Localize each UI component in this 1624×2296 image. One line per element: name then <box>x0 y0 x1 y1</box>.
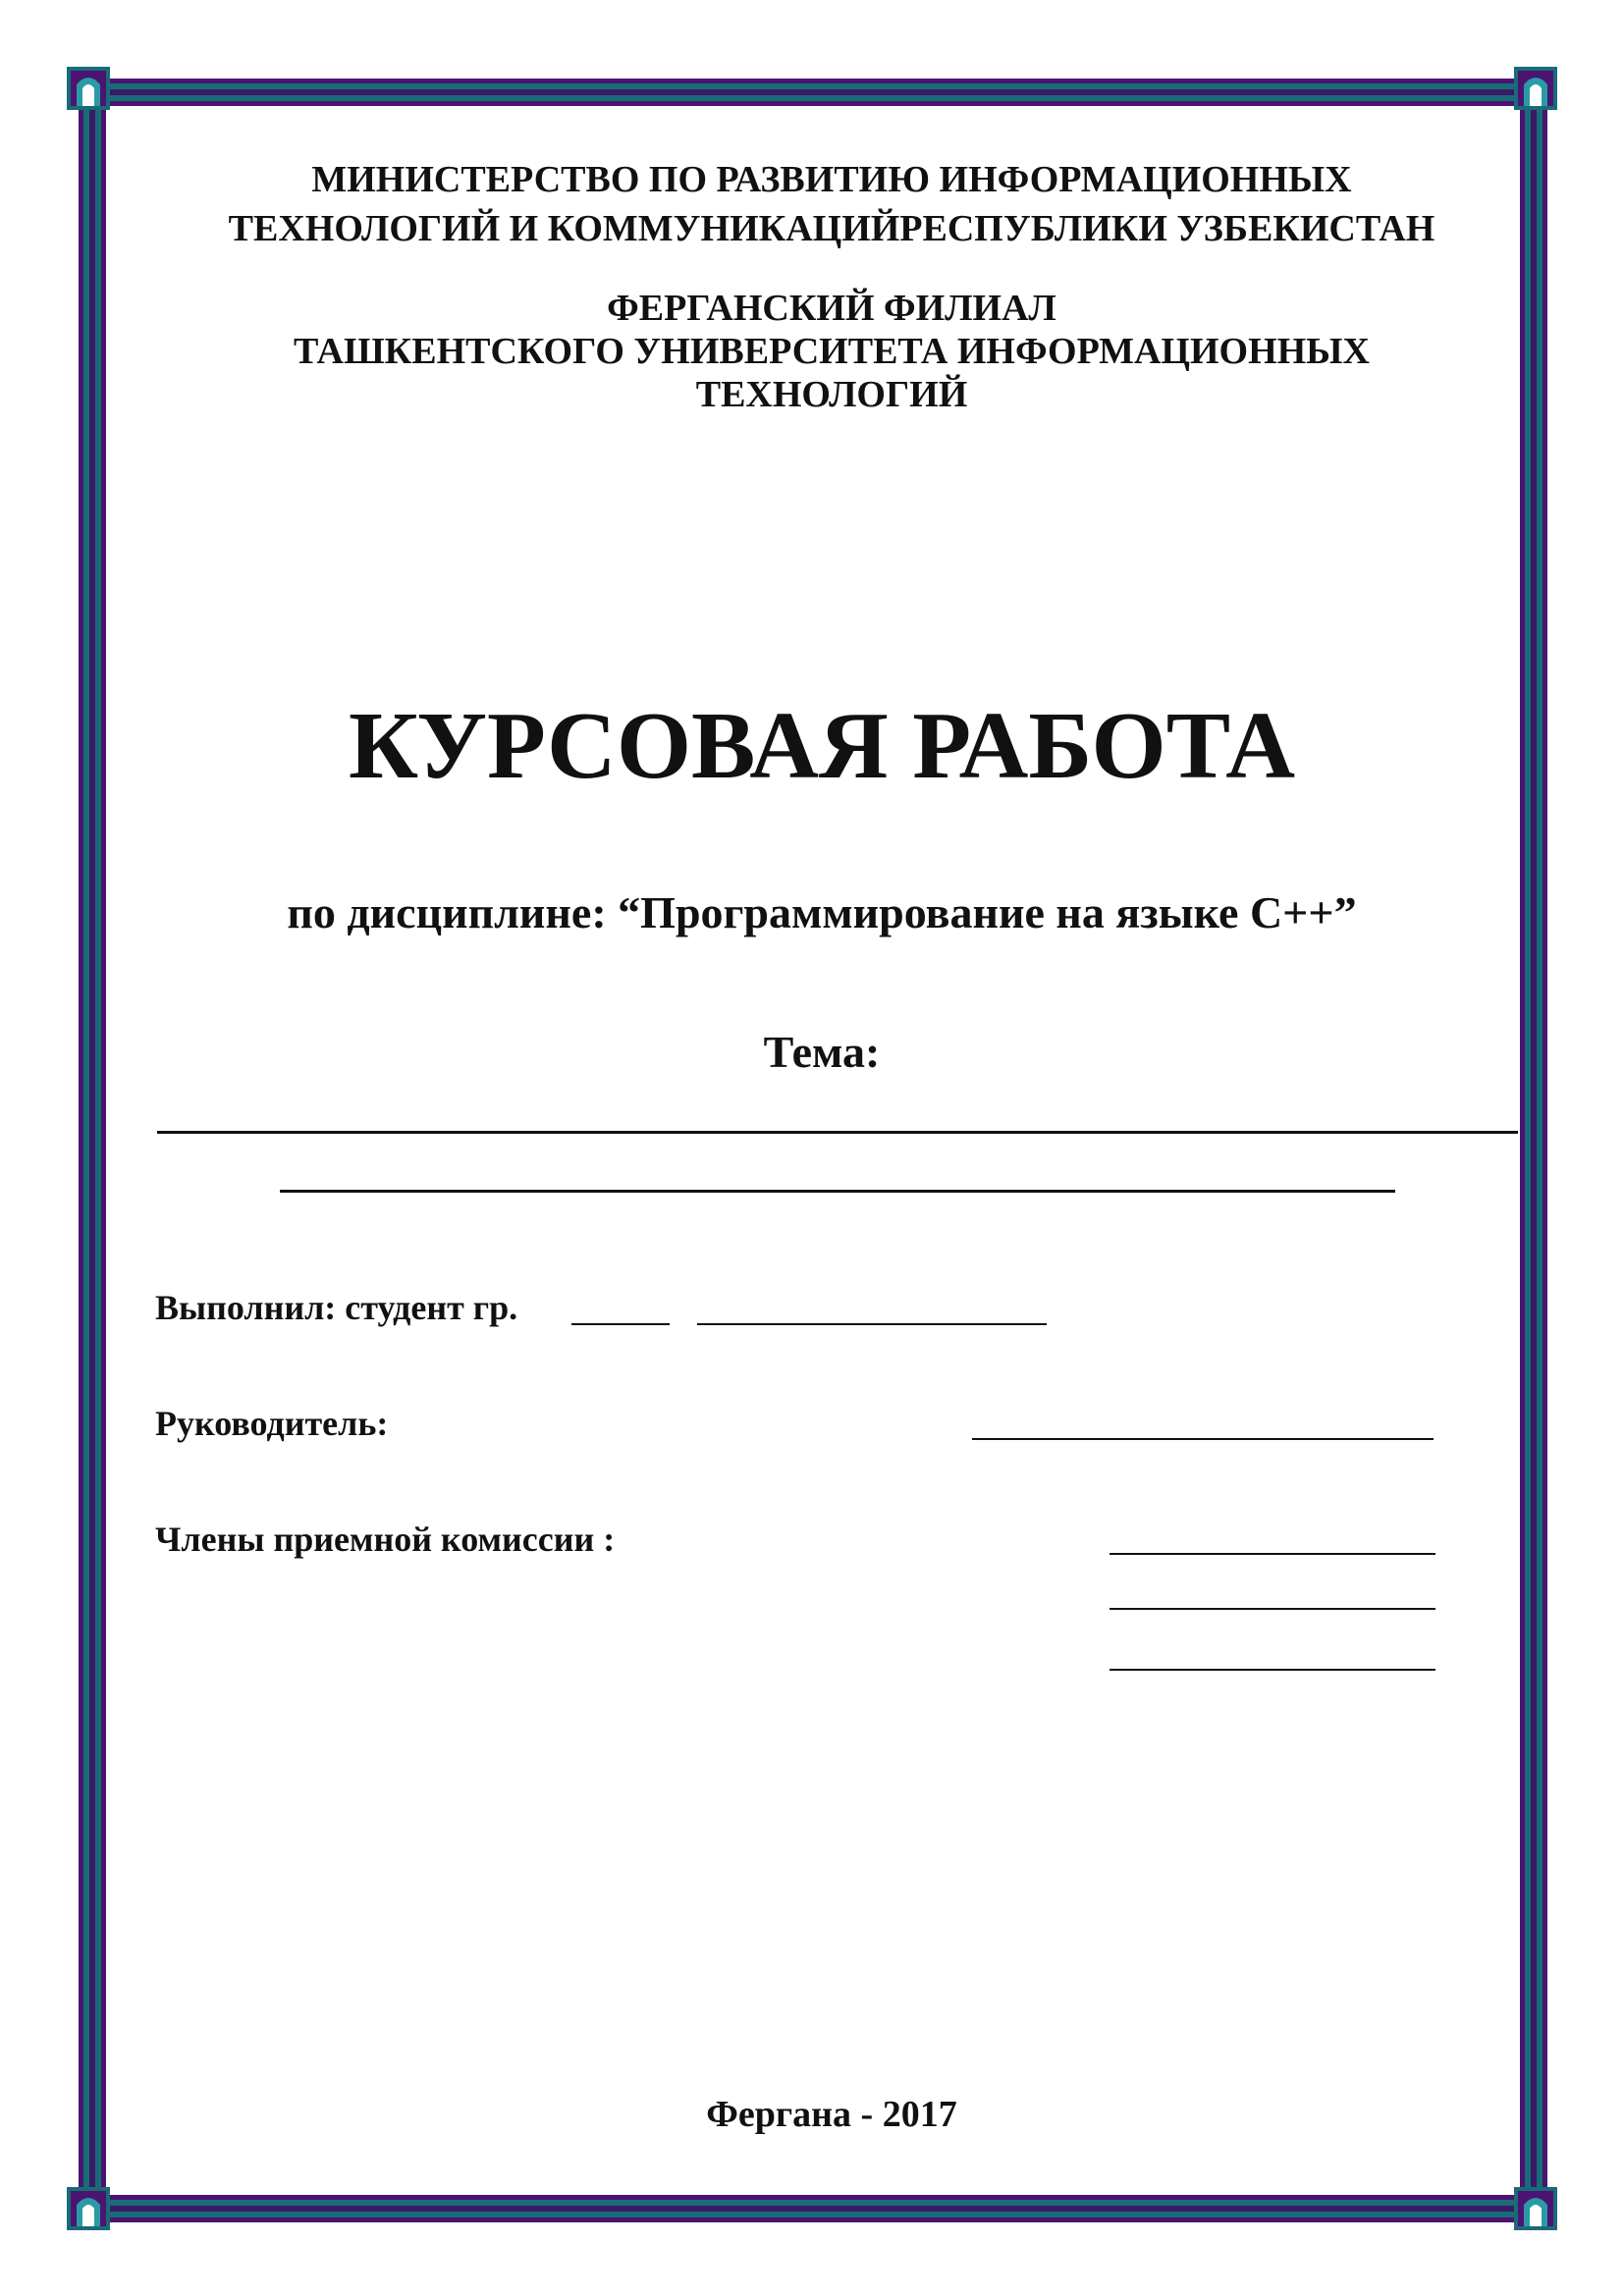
performed-by-label: Выполнил: студент гр. <box>155 1288 518 1327</box>
supervisor-label: Руководитель: <box>155 1404 389 1443</box>
branch-line-2: ТАШКЕНТСКОГО УНИВЕРСИТЕТА ИНФОРМАЦИОННЫХ <box>294 331 1370 372</box>
theme-label: Тема: <box>763 1027 881 1077</box>
ministry-line-1: МИНИСТЕРСТВО ПО РАЗВИТИЮ ИНФОРМАЦИОННЫХ <box>311 159 1352 200</box>
corner-ornament-icon <box>1514 67 1557 110</box>
commission-blank-line-1 <box>1110 1553 1435 1555</box>
discipline-line: по дисциплине: “Программирование на языке С++” <box>287 887 1357 937</box>
commission-blank-line-2 <box>1110 1608 1435 1610</box>
corner-ornament-icon <box>67 67 110 110</box>
supervisor-blank-line <box>972 1438 1434 1440</box>
corner-ornament-icon <box>1514 2187 1557 2230</box>
branch-line-1: ФЕРГАНСКИЙ ФИЛИАЛ <box>607 288 1056 329</box>
branch-heading <box>0 287 1624 416</box>
border-bottom <box>73 2193 1551 2224</box>
commission-label: Члены приемной комиссии : <box>155 1520 616 1559</box>
student-name-blank-line <box>697 1323 1047 1325</box>
border-top <box>73 77 1551 108</box>
branch-line-3: ТЕХНОЛОГИЙ <box>695 374 968 415</box>
city-year: Фергана - 2017 <box>706 2094 957 2135</box>
group-blank-line <box>571 1323 670 1325</box>
commission-blank-line-3 <box>1110 1669 1435 1671</box>
corner-ornament-icon <box>67 2187 110 2230</box>
theme-blank-line-2 <box>280 1190 1395 1193</box>
document-title: КУРСОВАЯ РАБОТА <box>348 693 1296 799</box>
theme-blank-line-1 <box>157 1131 1518 1134</box>
ministry-line-2: ТЕХНОЛОГИЙ И КОММУНИКАЦИЙРЕСПУБЛИКИ УЗБЕКИСТАН <box>228 208 1435 249</box>
ministry-heading <box>0 155 1624 253</box>
